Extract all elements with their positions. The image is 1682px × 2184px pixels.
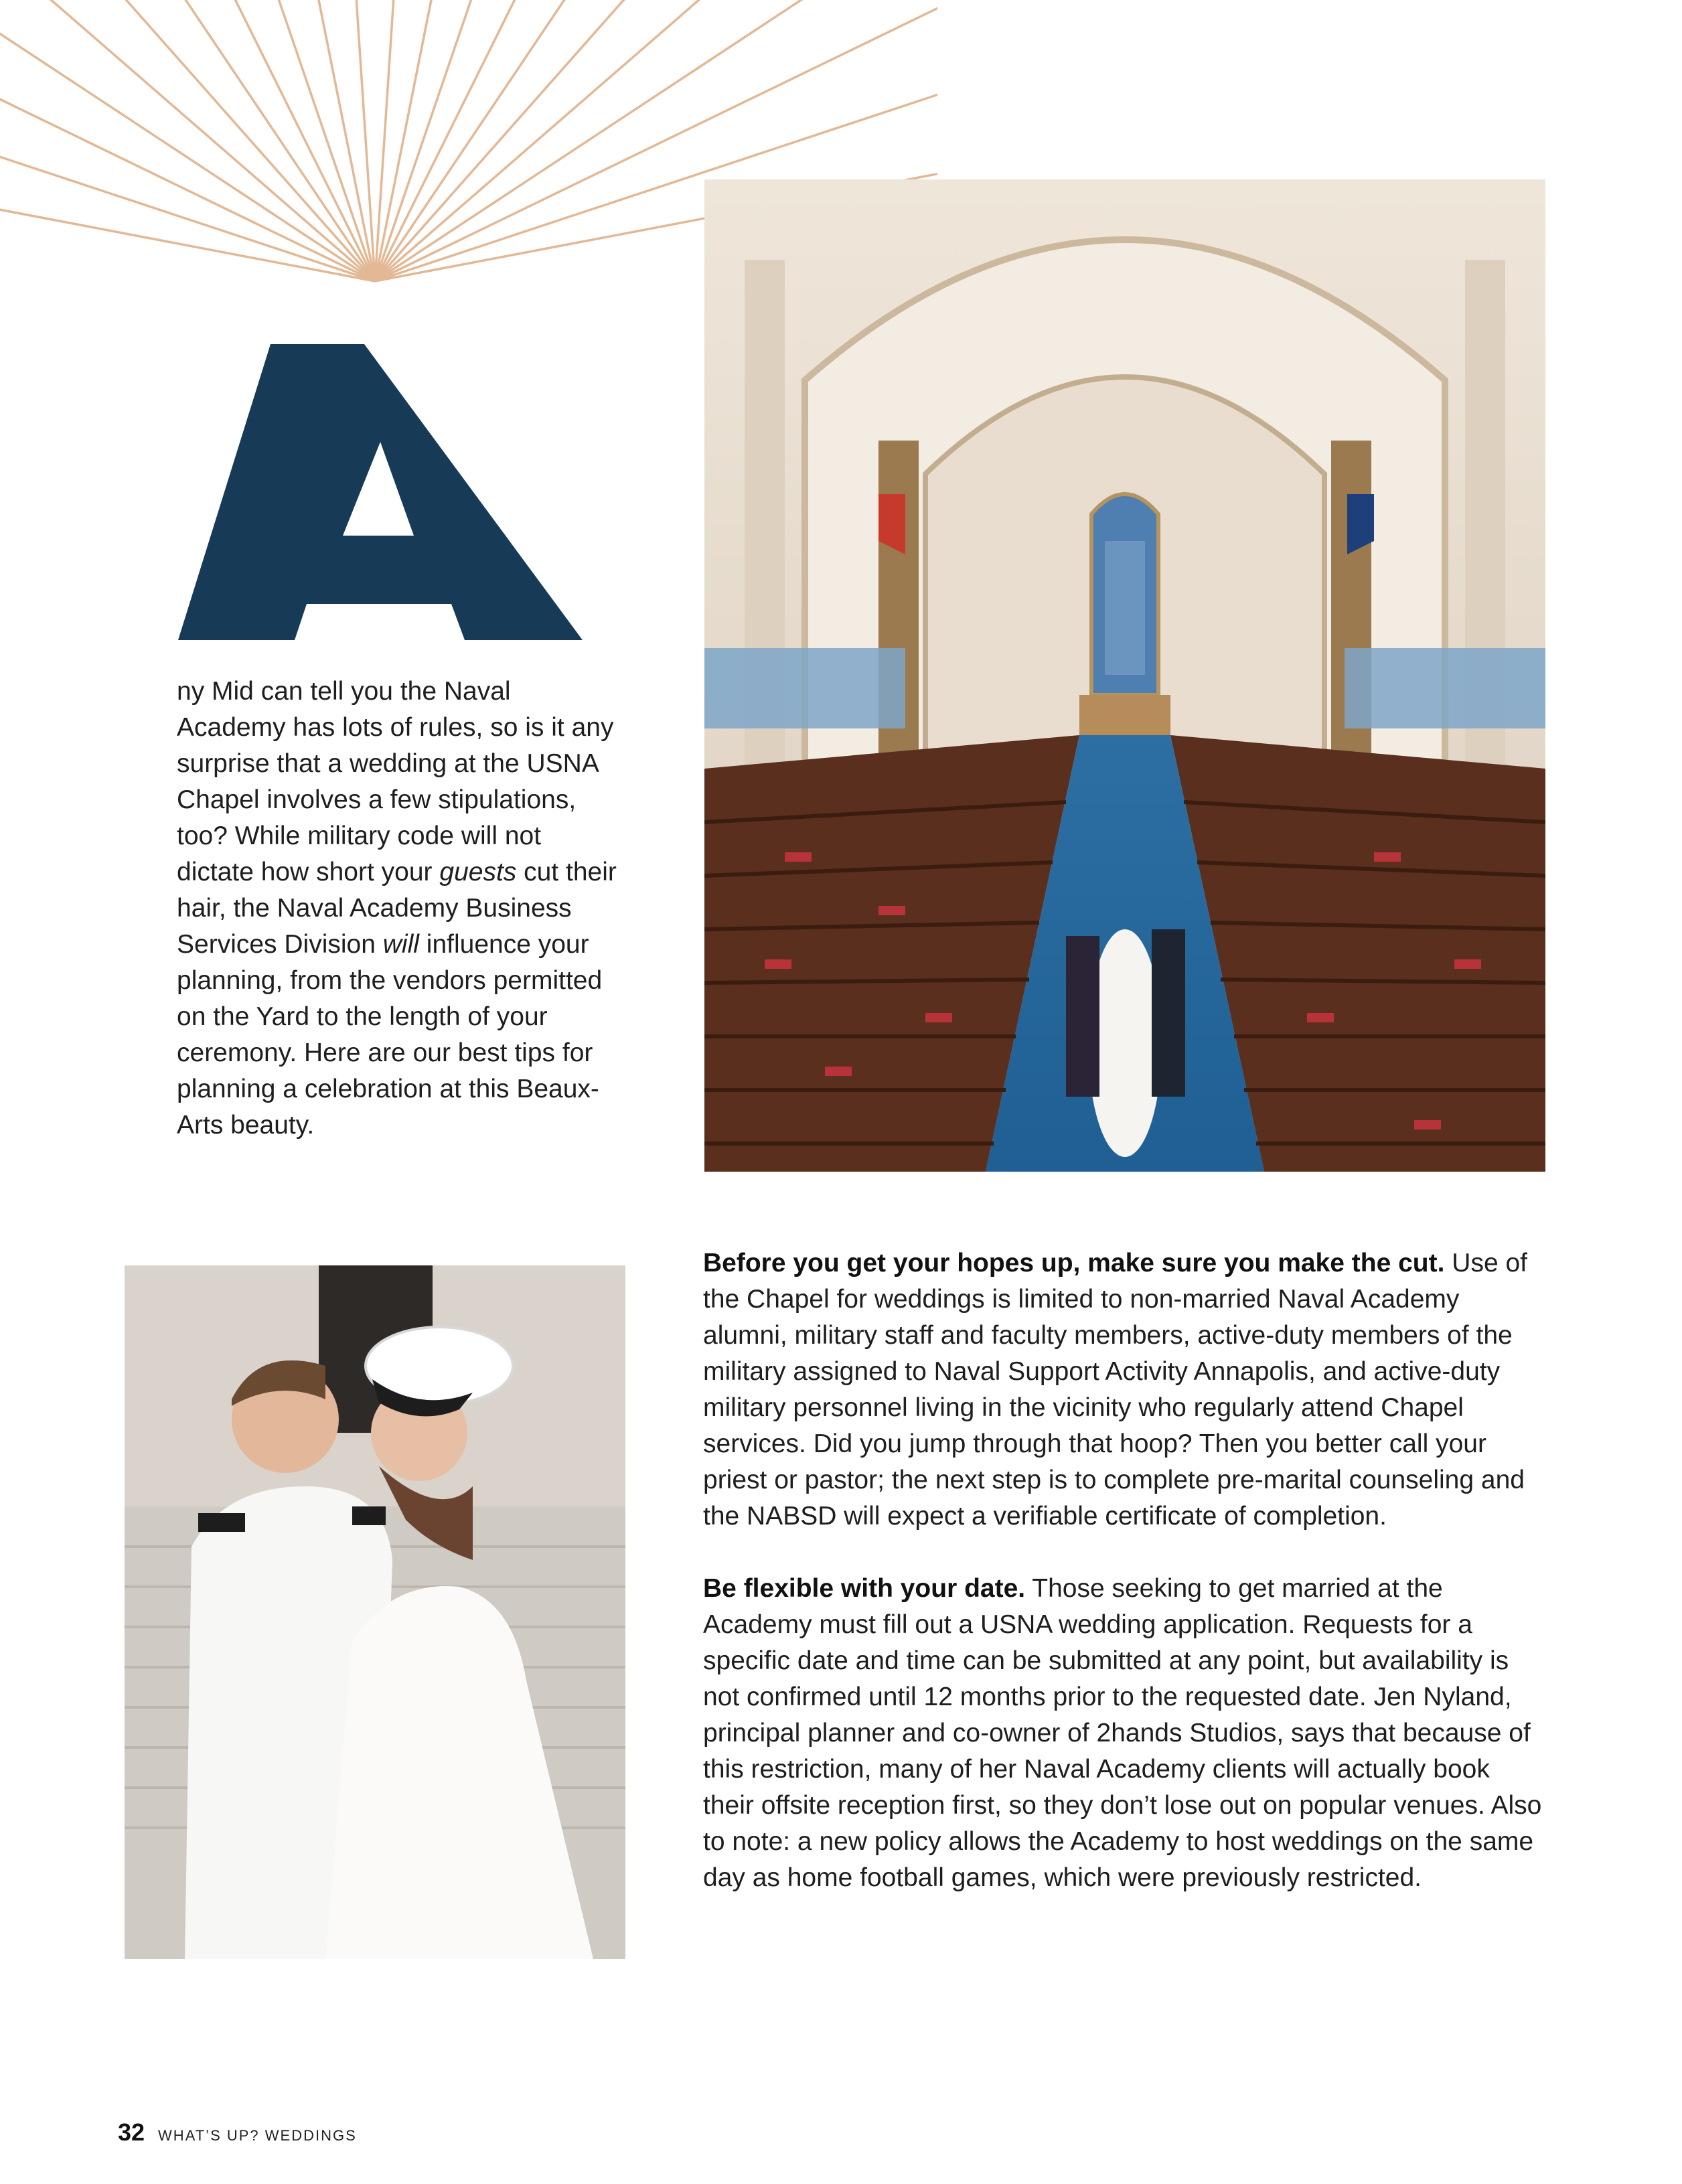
- sunburst-ray: [0, 0, 375, 281]
- drop-cap-letter: [175, 335, 591, 649]
- section-heading: Be flexible with your date.: [703, 1574, 1026, 1603]
- intro-text-3: influence your planning, from the vendors permitted on the Yard to the length of your ceremony. Here are our best tips for planning a celebration at this Beaux-Arts beauty.: [177, 930, 603, 1140]
- section-body: Use of the Chapel for weddings is limited to non-married Naval Academy alumni, military staff and faculty members, active-duty members of the military assigned to Naval Support Activity Annapolis, and active-duty military personnel living in the vicinity who regularly attend Chapel services. Did you jump through that hoop? Then you better call your priest or pastor; the next step is to complete pre-marital counseling and the NABSD will expect a verifiable certificate of completion.: [703, 1249, 1528, 1531]
- sunburst-ray: [0, 0, 375, 281]
- section-heading: Before you get your hopes up, make sure you make the cut.: [703, 1249, 1445, 1277]
- intro-emphasis-will: will: [382, 930, 419, 959]
- page-number: 32: [118, 2118, 145, 2146]
- chapel-interior-photo: [704, 179, 1545, 1172]
- section-body: Those seeking to get married at the Academy must fill out a USNA wedding application. Requests for a specific date and time can be submitted at any point, but availability is not confirmed until 12 months prior to the requested date. Jen Nyland, principal planner and co-owner of 2hands Studios, says that because of this restriction, many of her Naval Academy clients will actually book their offsite reception first, so they don’t lose out on popular venues. Also to note: a new policy allows the Academy to host weddings on the same day as home football games, which were previously restricted.: [703, 1574, 1542, 1892]
- section-flexible-date: [703, 1571, 1547, 1896]
- section-make-the-cut: [703, 1245, 1547, 1535]
- intro-text-1: ny Mid can tell you the Naval Academy has lots of rules, so is it any surprise that a wedding at the USNA Chapel involves a few stipulations, too? While military code will not dictate how short your: [177, 677, 614, 886]
- sunburst-ray: [0, 0, 375, 281]
- sunburst-ray: [0, 143, 375, 281]
- page-footer: [118, 2118, 357, 2147]
- intro-paragraph: [177, 674, 619, 1144]
- article-body: [703, 1245, 1547, 1932]
- intro-emphasis-guests: guests: [439, 858, 517, 886]
- intro-text-2: cut their hair, the Naval Academy Business Services Division: [177, 858, 617, 959]
- couple-portrait-photo: [125, 1265, 625, 1959]
- publication-name: WHAT’S UP? WEDDINGS: [158, 2127, 357, 2144]
- sunburst-ray: [0, 0, 375, 281]
- sunburst-ray: [0, 0, 375, 281]
